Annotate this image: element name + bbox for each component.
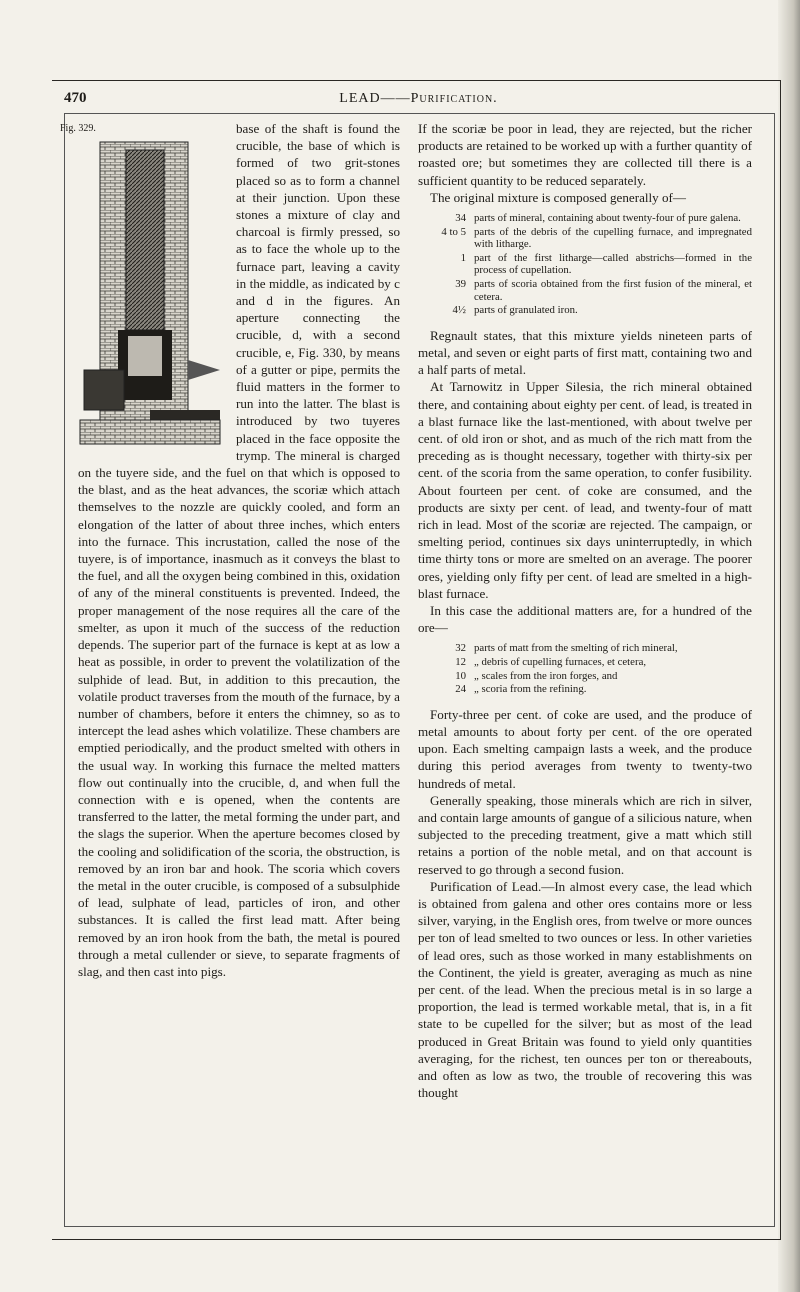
figure-329: [60, 120, 230, 450]
running-head: LEAD——Purification.: [339, 91, 498, 106]
page-number: 470: [64, 90, 87, 106]
list-item: 39 parts of scoria obtained from the first fusion of the mineral, et cetera.: [455, 277, 752, 303]
list-item: 10 „ scales from the iron forges, and: [455, 669, 618, 682]
additional-matters-list: [418, 642, 752, 695]
paragraph-mixture-intro: The original mixture is composed generally of—: [430, 189, 686, 205]
paragraph-crucible: base of the shaft is found the crucible, the base of which is formed of two grit-stones placed so as to form a channel at their junction. Upon these stones a mixture of clay and charcoal is firmly pressed, so as to face the whole up to the furnace part, leaving a cavity in the middle, as indicated by c and d in the figures. An aperture connecting the crucible, d, with a second crucible, e, Fig. 330, by means of a gutter or pipe, permits the fluid matters in the former to run into the latter. The blast is introduced by two tuyeres placed in the face opposite the trymp. The mineral is charged on the tuyere side, and the fuel on that which is opposed to the blast, and as the heat advances, the scoriæ which attach themselves to the nozzle are quickly cooled, and form an elongation of the latter of about three inches, which enters into the furnace. This incrustation, called the nose of the tuyere, is of importance, inasmuch as it conveys the blast to the fuel, and all the oxygen being combined in this, oxidation of any of the mineral constituents is prevented. Indeed, the proper management of the nose requires all the care of the smelter, as upon it much of the success of the reduction depends. The superior part of the furnace is kept at as low a heat as possible, in order to prevent the volatilization of the sulphide of lead. But, in addition to this precaution, the volatile product traverses from the mouth of the furnace, by a number of chambers, before it enters the chimney, so as to intercept the lead ashes which volatilize. These chambers are emptied periodically, and the product smelted with others in the usual way. In working this furnace the melted matters flow out continually into the crucible, d, and when full the connection with e is opened, when the contents are transferred to the latter, the metal forming the under part, and the slags the superior. When the aperture becomes closed by the cooling and solidification of the scoria, the obstruction, is removed by an iron bar and hook. The scoria which covers the metal in the outer crucible, is composed of a subsulphide of lead, sulphate of lead, particles of iron, and other substances. It is called the first lead matt. After being removed by an iron hook from the bath, the metal is poured through a metal cullender or sieve, to separate fragments of slag, and then cast into pigs.: [78, 121, 400, 979]
paragraph-additional-matters: In this case the additional matters are, for a hundred of the ore—: [418, 603, 752, 636]
figure-329-label: Fig. 329.: [60, 123, 96, 134]
page-edge-shadow: [778, 0, 800, 1292]
paragraph-tarnowitz: At Tarnowitz in Upper Silesia, the rich mineral obtained there, and containing about eighty per cent. of lead, is treated in a blast furnace like the last-mentioned, with about twelve per cent. of old iron or shot, and as much of the rich matt from the preceding as is thought necessary, together with thirty-six per cent. of the scoria from the same operation, to confer fusibility. About fourteen per cent. of coke are consumed, and the products are sixty per cent. of lead, and twenty-four of matt rich in lead. Most of the scoriæ are rejected. The campaign, or smelting period, continues six days uninterruptedly, in which time thirty tons or more are smelted on an average. The poorer ores, yielding only fifty per cent. of lead are smelted in a high-blast furnace.: [418, 379, 752, 601]
list-item: 32 parts of matt from the smelting of rich mineral,: [455, 642, 678, 655]
mixture-list: [418, 212, 752, 317]
paragraph-regnault: Regnault states, that this mixture yields nineteen parts of metal, and seven or eight parts of first matt, containing two and a half parts of metal.: [418, 327, 752, 378]
furnace-section-illustration: [60, 120, 230, 450]
paragraph-purification: Purification of Lead.—In almost every case, the lead which is obtained from galena and other ores contains more or less silver, varying, in the English ores, from twelve or more ounces per ton of lead smelted to two ounces or less. In other varieties of lead ores, such as those worked in many establishments on the Continent, the yield is greater, averaging as much as nine per cent. of the lead. When the precious metal is in so large a proportion, the lead is termed workable metal, that is, in a fit state to be cupelled for the silver; but as most of the lead produced in Great Britain was found to yield only quantities averaging, for the richest, ten ounces per ton or thereabouts, and often as low as two, the trouble of recovering this was thought: [418, 878, 752, 1101]
list-item: 24 „ scoria from the refining.: [455, 683, 587, 696]
list-item: 34 parts of mineral, containing about twenty-four of pure galena.: [455, 212, 741, 225]
page-header: [64, 88, 773, 110]
paragraph-coke-produce: Forty-three per cent. of coke are used, and the produce of metal amounts to about forty per cent. of the ore operated upon. Each smelting campaign lasts a week, and the produce during this period averages from twenty to twenty-two hundreds of metal.: [418, 706, 752, 791]
paragraph-silver-minerals: Generally speaking, those minerals which are rich in silver, and contain large amounts of gangue of a silicious nature, when subjected to the preceding treatment, give a matt which still retains a portion of the noble metal, and on that account is reserved to go through a second fusion.: [418, 792, 752, 877]
list-item: 12 „ debris of cupelling furnaces, et cetera,: [455, 656, 647, 669]
list-item: 4 to 5 parts of the debris of the cupelling furnace, and impregnated with litharge.: [441, 225, 752, 251]
list-item: 1 part of the first litharge—called abstrichs—formed in the process of cupellation.: [460, 251, 752, 277]
right-column: [418, 120, 752, 1101]
left-column: [60, 120, 400, 980]
list-item: 4½ parts of granulated iron.: [452, 304, 578, 317]
paragraph-scoriae: If the scoriæ be poor in lead, they are rejected, but the richer products are retained to be worked up with a further quantity of roasted ore; but sometimes they are collected till there is a sufficient quantity to be reduced separately.: [418, 121, 752, 188]
